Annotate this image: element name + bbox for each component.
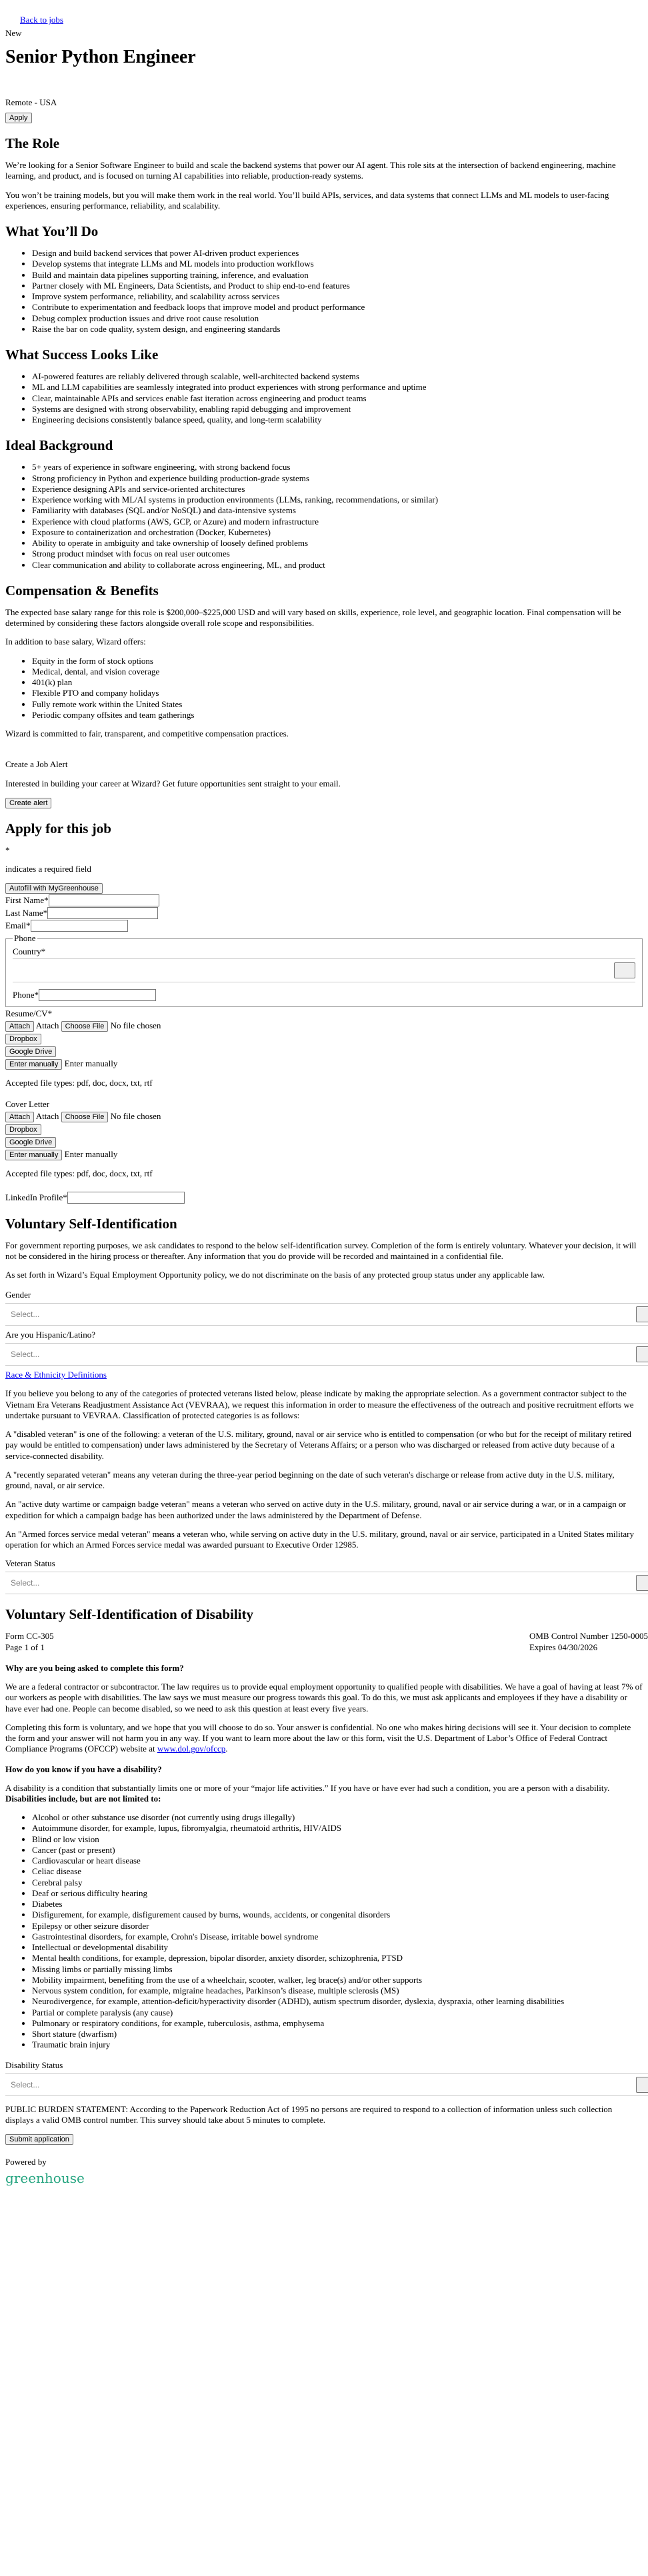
cover-accepted-types: Accepted file types: pdf, doc, docx, txt, rtf	[5, 1168, 153, 1179]
required-note: indicates a required field	[5, 863, 91, 874]
background-heading: Ideal Background	[5, 437, 113, 454]
list-item: • Blind or low vision	[32, 1834, 643, 1845]
ofccp-link[interactable]: www.dol.gov/ofccp	[157, 1744, 226, 1754]
form-page: Page 1 of 1	[5, 1642, 45, 1653]
job-location: Remote - USA	[5, 97, 57, 107]
list-item: • Mental health conditions, for example, depression, bipolar disorder, anxiety disorder, schizophrenia, PTSD	[32, 1953, 643, 1963]
first-name-label: First Name	[5, 895, 45, 905]
cover-dropbox-button[interactable]: Dropbox	[5, 1124, 41, 1135]
list-item: • Familiarity with databases (SQL and/or NoSQL) and data-intensive systems	[32, 505, 643, 516]
list-item: • 5+ years of experience in software engineering, with strong backend focus	[32, 462, 643, 473]
disability-heading: Voluntary Self-Identification of Disability	[5, 1606, 253, 1623]
list-item: • Epilepsy or other seizure disorder	[32, 1921, 643, 1932]
first-name-row	[5, 894, 643, 906]
list-item: • Cardiovascular or heart disease	[32, 1856, 643, 1866]
required-star: *	[41, 946, 46, 956]
email-row	[5, 920, 643, 932]
list-item: • ML and LLM capabilities are seamlessly integrated into product experiences with strong performance and uptime	[32, 382, 643, 393]
resume-google-drive-button[interactable]: Google Drive	[5, 1046, 56, 1057]
veteran-paragraph: An "Armed forces service medal veteran" means a veteran who, while serving on active duty in the U.S. military, ground, naval or air service, participated in a United States military operation for which an Armed Forces service medal was awarded pursuant to Executive Order 12985.	[5, 1528, 634, 1550]
list-item: • Build and maintain data pipelines supporting training, inference, and evaluation	[32, 270, 643, 281]
list-item: • Disfigurement, for example, disfigurement caused by burns, wounds, accidents, or congenital disorders	[32, 1910, 643, 1920]
cover-letter-upload	[5, 1099, 643, 1179]
how-heading: How do you know if you have a disability?	[5, 1764, 162, 1774]
voluntary-paragraph: As set forth in Wizard’s Equal Employment Opportunity policy, we do not discriminate on the basis of any protected group status under any applicable law.	[5, 1270, 545, 1280]
list-item: • Short stature (dwarfism)	[32, 2029, 643, 2039]
disability-list	[5, 1812, 643, 2051]
list-item: • Intellectual or developmental disability	[32, 1942, 643, 1953]
job-alert-title: Create a Job Alert	[5, 759, 68, 770]
list-item: • Strong proficiency in Python and experience building production-grade systems	[32, 473, 643, 484]
chevron-down-icon[interactable]	[636, 1346, 648, 1362]
list-item: • Alcohol or other substance use disorder (not currently using drugs illegally)	[32, 1812, 643, 1823]
cover-no-file-text: No file chosen	[110, 1111, 161, 1122]
disability-status-label: Disability Status	[5, 2059, 63, 2070]
phone-label: Phone	[13, 990, 35, 1000]
required-star: *	[34, 990, 39, 1000]
disability-status-select[interactable]	[5, 2073, 648, 2096]
list-item: • Cerebral palsy	[32, 1878, 643, 1888]
list-item: • Neurodivergence, for example, attention-deficit/hyperactivity disorder (ADHD), autism spectrum disorder, dyslexia, dyspraxia, other learning disabilities	[32, 1996, 643, 2007]
chevron-down-icon[interactable]	[636, 1306, 648, 1322]
omb-expires: Expires 04/30/2026	[529, 1642, 598, 1653]
job-title: Senior Python Engineer	[5, 47, 196, 67]
veteran-paragraph: A "recently separated veteran" means any veteran during the three-year period beginning on the date of such veteran's discharge or release from active duty in the U.S. military, ground, naval, or air service.	[5, 1469, 615, 1490]
role-paragraph: We’re looking for a Senior Software Engineer to build and scale the backend systems that power our AI agent. This role sits at the intersection of backend engineering, machine learning, and product, and is focused on turning AI capabilities into reliable, production-ready systems.	[5, 160, 616, 181]
list-item: • Experience working with ML/AI systems in production environments (LLMs, ranking, recommendations, or similar)	[32, 495, 643, 505]
list-item: • Improve system performance, reliability, and scalability across services	[32, 291, 643, 302]
why-paragraph-text: Completing this form is voluntary, and we hope that you will choose to do so. Your answer is confidential. No one who makes hiring decisions will see it. Your decision to complete the form and your answer will not harm you in any way. If you want to learn more about the law or this form, visit the U.S. Department of Labor’s Office of Federal Contract Compliance Programs (OFCCP) website at	[5, 1722, 631, 1754]
hispanic-label: Are you Hispanic/Latino?	[5, 1330, 96, 1340]
country-label: Country	[13, 946, 41, 956]
list-item: • Medical, dental, and vision coverage	[32, 666, 643, 677]
apply-heading: Apply for this job	[5, 820, 111, 836]
how-paragraph-text: A disability is a condition that substantially limits one or more of your “major life activities.” If you have or have ever had such a condition, you are a person with a disability.	[5, 1782, 610, 1793]
first-name-input[interactable]	[49, 894, 159, 906]
veteran-select[interactable]	[5, 1572, 648, 1594]
chevron-down-icon[interactable]	[636, 1575, 648, 1591]
success-heading: What Success Looks Like	[5, 347, 159, 363]
disability-select-placeholder: Select...	[11, 2079, 40, 2089]
compensation-paragraph: In addition to base salary, Wizard offers:	[5, 637, 146, 647]
last-name-row	[5, 907, 643, 919]
phone-fieldset	[5, 933, 643, 1007]
email-label: Email	[5, 920, 27, 930]
list-item: • Engineering decisions consistently balance speed, quality, and long-term scalability	[32, 415, 643, 425]
list-item: • Fully remote work within the United States	[32, 699, 643, 710]
resume-enter-manually-button[interactable]: Enter manually	[5, 1059, 62, 1070]
veteran-paragraph: If you believe you belong to any of the categories of protected veterans listed below, please indicate by making the appropriate selection. As a government contractor subject to the Vietnam Era Veterans Readjustment Assistance Act (VEVRAA), we request this information in order to measure the effectiveness of the outreach and positive recruitment efforts we undertake pursuant to VEVRAA. Classification of protected categories is as follows:	[5, 1388, 634, 1420]
list-item: • Periodic company offsites and team gatherings	[32, 710, 643, 720]
list-item: • Develop systems that integrate LLMs and ML models into production workflows	[32, 259, 643, 269]
email-input[interactable]	[31, 920, 128, 932]
list-item: • Experience designing APIs and service-oriented architectures	[32, 484, 643, 495]
cover-enter-manually-text: Enter manually	[64, 1149, 118, 1160]
linkedin-input[interactable]	[67, 1192, 185, 1204]
phone-input[interactable]	[39, 989, 156, 1001]
success-list	[5, 371, 643, 425]
new-badge: New	[5, 28, 22, 38]
list-item: • Deaf or serious difficulty hearing	[32, 1888, 643, 1899]
resume-attach-text: Attach	[35, 1020, 59, 1030]
list-item: • Design and build backend services that power AI-driven product experiences	[32, 248, 643, 259]
why-paragraph: We are a federal contractor or subcontractor. The law requires us to provide equal employment opportunity to qualified people with disabilities. We have a goal of having at least 7% of our workers as people with disabilities. The law says we must measure our progress towards this goal. To do this, we must ask applicants and employees if they have a disability or have ever had one. People can become disabled, so we need to ask this question at least every five years.	[5, 1682, 643, 1714]
list-item: • 401(k) plan	[32, 677, 643, 688]
required-star: *	[63, 1192, 67, 1202]
form-info	[5, 1631, 648, 1654]
list-item: • Cancer (past or present)	[32, 1845, 643, 1856]
gender-label: Gender	[5, 1290, 31, 1300]
resume-upload	[5, 1008, 643, 1088]
list-item: • Nervous system condition, for example, migraine headaches, Parkinson’s disease, multiple sclerosis (MS)	[32, 1985, 643, 1996]
list-item: • Debug complex production issues and drive root cause resolution	[32, 313, 643, 324]
cover-letter-label: Cover Letter	[5, 1099, 50, 1110]
linkedin-label: LinkedIn Profile	[5, 1192, 63, 1202]
list-item: • Equity in the form of stock options	[32, 656, 643, 666]
hispanic-select[interactable]	[5, 1343, 648, 1366]
list-item: • Clear, maintainable APIs and services enable fast iteration across engineering and product teams	[32, 393, 643, 404]
resume-accepted-types: Accepted file types: pdf, doc, docx, txt, rtf	[5, 1078, 153, 1088]
cover-attach-button[interactable]: Attach	[5, 1112, 34, 1122]
list-item: • Exposure to containerization and orchestration (Docker, Kubernetes)	[32, 527, 643, 538]
required-star: *	[43, 908, 48, 918]
list-item: • Flexible PTO and company holidays	[32, 688, 643, 698]
required-star: *	[26, 920, 31, 930]
why-heading: Why are you being asked to complete this form?	[5, 1663, 184, 1674]
create-alert-button[interactable]: Create alert	[5, 798, 51, 808]
list-item: • Missing limbs or partially missing limbs	[32, 1964, 643, 1975]
cover-choose-file-button[interactable]: Choose File	[61, 1112, 109, 1122]
back-to-jobs-link[interactable]: Back to jobs	[20, 15, 63, 25]
required-star: *	[47, 1008, 53, 1018]
cover-attach-text: Attach	[35, 1111, 59, 1122]
cover-google-drive-button[interactable]: Google Drive	[5, 1137, 56, 1148]
resume-enter-manually-text: Enter manually	[64, 1058, 118, 1068]
list-item: • Ability to operate in ambiguity and take ownership of loosely defined problems	[32, 538, 643, 549]
list-item: • Traumatic brain injury	[32, 2039, 643, 2050]
resume-label: Resume/CV	[5, 1008, 48, 1018]
linkedin-row	[5, 1192, 643, 1204]
what-youll-do-list	[5, 248, 643, 335]
required-star: *	[5, 844, 10, 855]
how-paragraph-bold: Disabilities include, but are not limited to:	[5, 1793, 161, 1804]
race-ethnicity-link[interactable]: Race & Ethnicity Definitions	[5, 1370, 107, 1380]
country-select[interactable]	[13, 958, 635, 982]
list-item: • Partial or complete paralysis (any cause)	[32, 2007, 643, 2018]
list-item: • Diabetes	[32, 1899, 643, 1910]
required-star: *	[44, 895, 49, 905]
list-item: • Experience with cloud platforms (AWS, GCP, or Azure) and modern infrastructure	[32, 517, 643, 527]
list-item: • Gastrointestinal disorders, for example, Crohn's Disease, irritable bowel syndrome	[32, 1932, 643, 1942]
autofill-button[interactable]: Autofill with MyGreenhouse	[5, 883, 103, 894]
list-item: • Partner closely with ML Engineers, Data Scientists, and Product to ship end-to-end features	[32, 281, 643, 291]
phone-legend: Phone	[14, 933, 36, 943]
hispanic-select-placeholder: Select...	[11, 1350, 40, 1360]
resume-attach-button[interactable]: Attach	[5, 1021, 34, 1032]
list-item: • Pulmonary or respiratory conditions, for example, tuberculosis, asthma, emphysema	[32, 2018, 643, 2029]
gender-select[interactable]	[5, 1303, 648, 1326]
greenhouse-logo-link[interactable]	[5, 2170, 85, 2187]
veteran-select-placeholder: Select...	[11, 1578, 40, 1588]
veteran-label: Veteran Status	[5, 1558, 55, 1569]
form-id: Form CC-305	[5, 1631, 54, 1642]
omb-number: OMB Control Number 1250-0005	[529, 1631, 648, 1642]
list-item: • Raise the bar on code quality, system design, and engineering standards	[32, 324, 643, 335]
resume-dropbox-button[interactable]: Dropbox	[5, 1034, 41, 1044]
list-item: • Autoimmune disorder, for example, lupus, fibromyalgia, rheumatoid arthritis, HIV/AIDS	[32, 1823, 643, 1834]
compensation-heading: Compensation & Benefits	[5, 582, 159, 599]
burden-statement: PUBLIC BURDEN STATEMENT: According to the Paperwork Reduction Act of 1995 no persons are required to respond to a collection of information unless such collection displays a valid OMB control number. This survey should take about 5 minutes to complete.	[5, 2103, 613, 2125]
last-name-label: Last Name	[5, 908, 43, 918]
benefits-list	[5, 656, 643, 721]
voluntary-heading: Voluntary Self-Identification	[5, 1215, 177, 1232]
list-item: • Mobility impairment, benefiting from the use of a wheelchair, scooter, walker, leg brace(s) and/or other supports	[32, 1975, 643, 1985]
country-label-row	[13, 946, 635, 957]
powered-by: Powered by	[5, 2157, 47, 2167]
phone-row	[13, 989, 635, 1001]
voluntary-paragraph: For government reporting purposes, we ask candidates to respond to the below self-identification survey. Completion of the form is entirely voluntary. Whatever your decision, it will not be considered in the hiring process or thereafter. Any information that you do provide will be recorded and maintained in a confidential file.	[5, 1240, 637, 1261]
veteran-paragraph: A "disabled veteran" is one of the following: a veteran of the U.S. military, ground, naval or air service who is entitled to compensation (or who but for the receipt of military retired pay would be entitled to compensation) under laws administered by the Secretary of Veterans Affairs; or a person who was discharged or released from active duty because of a service-connected disability.	[5, 1429, 632, 1461]
role-heading: The Role	[5, 135, 60, 151]
why-paragraph	[5, 1722, 643, 1755]
compensation-paragraph: The expected base salary range for this role is $200,000–$225,000 USD and will vary based on skills, experience, role level, and geographic location. Final compensation will be determined by considering these factors alongside overall role scope and responsibilities.	[5, 607, 621, 628]
submit-application-button[interactable]: Submit application	[5, 2134, 73, 2145]
list-item: • Systems are designed with strong observability, enabling rapid debugging and improvement	[32, 404, 643, 415]
list-item: • Contribute to experimentation and feedback loops that improve model and product performance	[32, 302, 643, 313]
role-paragraph: You won’t be training models, but you will make them work in the real world. You’ll build APIs, services, and data systems that connect LLMs and ML models to user-facing experiences, ensuring performance, reliability, and scalability.	[5, 189, 609, 211]
last-name-input[interactable]	[47, 907, 158, 919]
veteran-paragraph: An "active duty wartime or campaign badge veteran" means a veteran who served on active duty in the U.S. military, ground, naval or air service during a war, or in a campaign or expedition for which a campaign badge has been authorized under the laws administered by the Department of Defense.	[5, 1499, 626, 1520]
period: .	[225, 1744, 228, 1754]
background-list	[5, 462, 643, 571]
chevron-down-icon[interactable]	[636, 2077, 648, 2093]
apply-button[interactable]: Apply	[5, 113, 32, 123]
list-item: • Strong product mindset with focus on real user outcomes	[32, 549, 643, 559]
list-item: • Celiac disease	[32, 1866, 643, 1877]
resume-no-file-text: No file chosen	[110, 1020, 161, 1030]
chevron-down-icon[interactable]	[614, 962, 635, 978]
list-item: • AI-powered features are reliably delivered through scalable, well-architected backend systems	[32, 371, 643, 382]
resume-choose-file-button[interactable]: Choose File	[61, 1021, 109, 1032]
how-paragraph	[5, 1783, 643, 1805]
compensation-paragraph: Wizard is committed to fair, transparent, and competitive compensation practices.	[5, 728, 289, 738]
greenhouse-logo: greenhouse	[5, 2170, 85, 2187]
cover-enter-manually-button[interactable]: Enter manually	[5, 1150, 62, 1160]
list-item: • Clear communication and ability to collaborate across engineering, ML, and product	[32, 560, 643, 571]
job-alert-text: Interested in building your career at Wizard? Get future opportunities sent straight to your email.	[5, 778, 341, 788]
what-youll-do-heading: What You’ll Do	[5, 223, 99, 239]
gender-select-placeholder: Select...	[11, 1310, 40, 1320]
